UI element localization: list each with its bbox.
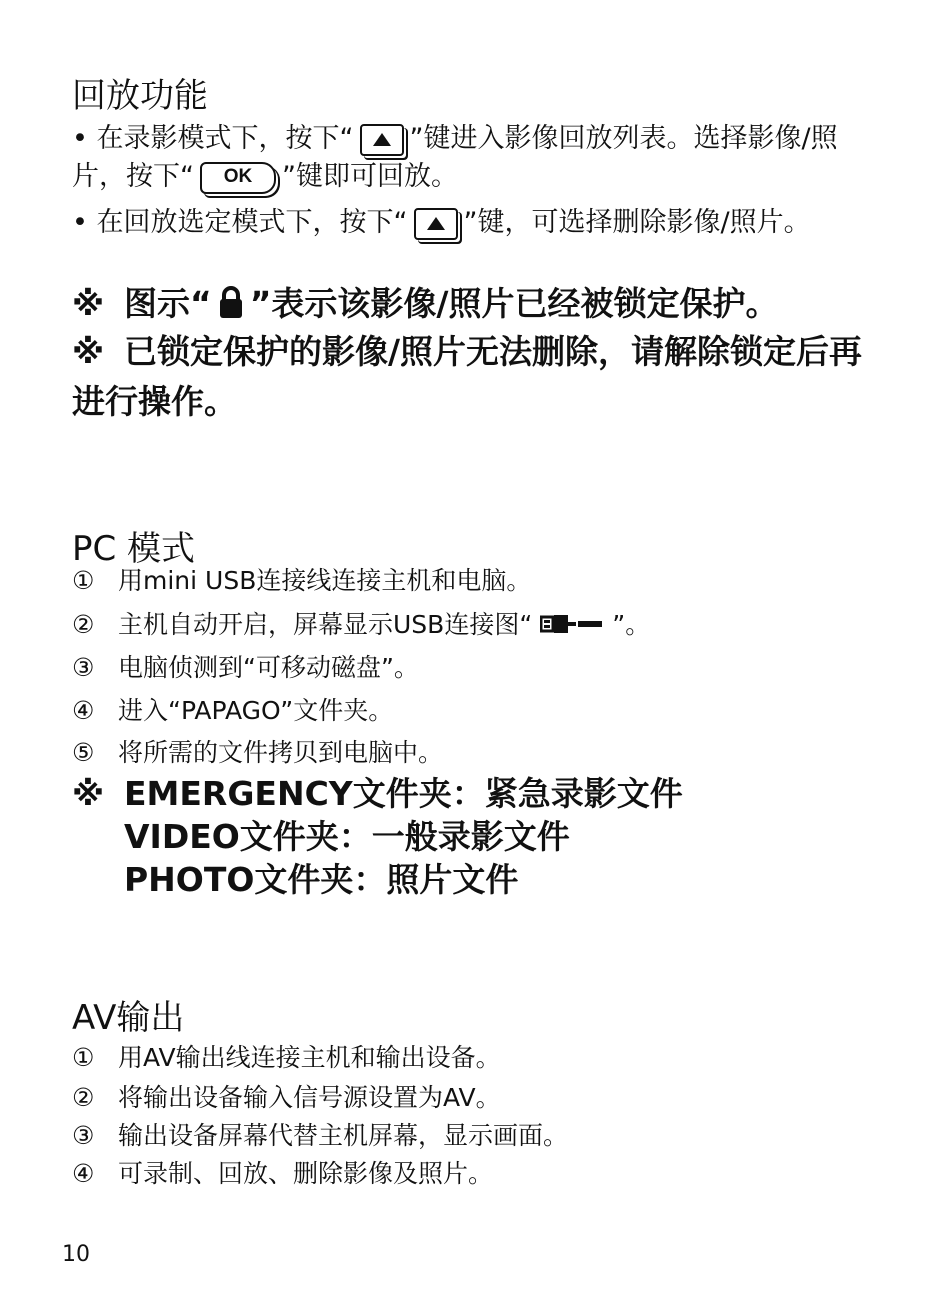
ok-key-icon <box>200 162 276 194</box>
step-text: 用AV输出线连接主机和输出设备。 <box>118 1043 501 1072</box>
step-text: 进入“PAPAGO”文件夹。 <box>118 696 394 725</box>
step-number: ⑤ <box>72 738 95 767</box>
step-number: ④ <box>72 696 95 725</box>
pc-mode-title: PC 模式 <box>72 529 196 569</box>
up-arrow-key-icon <box>360 124 404 156</box>
step-text: 输出设备屏幕代替主机屏幕，显示画面。 <box>118 1121 569 1150</box>
folder-text: VIDEO文件夹：一般录影文件 <box>124 817 570 856</box>
note-mark: ※ <box>72 774 105 813</box>
step-number: ③ <box>72 1121 95 1150</box>
playback-p1-text-c: ”键即可回放。 <box>282 161 458 192</box>
lock-note <box>72 279 872 333</box>
note-mark: ※ <box>72 284 105 323</box>
playback-p2-text-b: ”键，可选择删除影像/照片。 <box>463 207 811 238</box>
note-mark: ※ <box>72 332 105 371</box>
list-item <box>72 651 419 685</box>
playback-p2-text-a: • 在回放选定模式下，按下“ <box>72 207 408 238</box>
folder-note-video <box>72 815 683 858</box>
page-number: 10 <box>62 1242 90 1267</box>
step-number: ④ <box>72 1159 95 1188</box>
lock-note-text-b: ”表示该影像/照片已经被锁定保护。 <box>249 284 779 323</box>
step-text: 主机自动开启，屏幕显示USB连接图“ <box>118 610 533 639</box>
list-item <box>72 1081 501 1115</box>
step-text: 将所需的文件拷贝到电脑中。 <box>118 738 444 767</box>
step-number: ① <box>72 566 95 595</box>
list-item <box>72 694 393 728</box>
playback-p1-text-b: ”键进入影像回放列表。选择影像/照片，按下“ <box>72 123 838 192</box>
step-number: ② <box>72 1083 95 1112</box>
list-item <box>72 736 443 770</box>
step-number: ② <box>72 610 95 639</box>
step-number: ① <box>72 1043 95 1072</box>
lock-note-text-a: 图示“ <box>124 284 212 323</box>
step-text: 可录制、回放、删除影像及照片。 <box>118 1159 494 1188</box>
playback-title: 回放功能 <box>72 76 208 116</box>
step-text: 将输出设备输入信号源设置为AV。 <box>118 1083 501 1112</box>
ok-key-label: OK <box>223 165 253 187</box>
usb-connection-icon <box>540 609 604 643</box>
step-text: 电脑侦测到“可移动磁盘”。 <box>118 653 419 682</box>
playback-p1-text-a: • 在录影模式下，按下“ <box>72 123 354 154</box>
folder-note-emergency <box>72 772 683 815</box>
step-text: 用mini USB连接线连接主机和电脑。 <box>118 566 532 595</box>
folder-text: PHOTO文件夹：照片文件 <box>124 860 519 899</box>
folder-notes <box>72 772 683 901</box>
list-item <box>72 1119 568 1153</box>
list-item <box>72 564 531 598</box>
playback-paragraph-2 <box>72 204 872 242</box>
list-item <box>72 1157 493 1191</box>
folder-text: EMERGENCY文件夹：紧急录影文件 <box>124 774 683 813</box>
step-text-after: ”。 <box>612 610 651 639</box>
folder-note-photo <box>72 858 683 901</box>
list-item <box>72 608 650 643</box>
list-item <box>72 1041 501 1075</box>
up-arrow-key-icon <box>414 208 458 240</box>
step-number: ③ <box>72 653 95 682</box>
delete-note <box>72 327 872 427</box>
delete-note-text: 已锁定保护的影像/照片无法删除，请解除锁定后再进行操作。 <box>72 332 863 421</box>
lock-icon <box>218 283 244 333</box>
av-output-title: AV输出 <box>72 998 185 1038</box>
playback-paragraph-1 <box>72 120 872 196</box>
